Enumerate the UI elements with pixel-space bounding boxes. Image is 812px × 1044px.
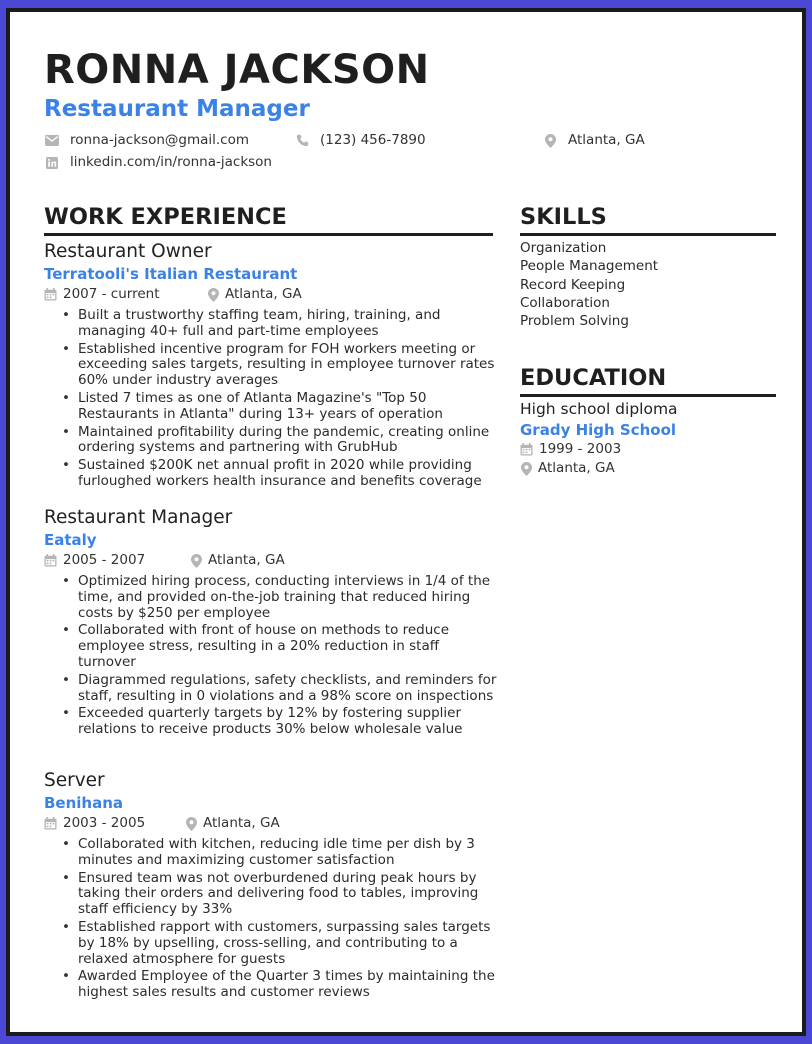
job-location-text: Atlanta, GA (208, 552, 285, 569)
envelope-icon (44, 135, 60, 146)
job-location-text: Atlanta, GA (225, 286, 302, 303)
education-heading: EDUCATION (520, 365, 667, 391)
education-degree: High school diploma (520, 400, 678, 418)
list-item: • Optimized hiring process, conducting interviews in 1/4 of the time, and provided on-the-job training that reduced hiring costs by $250 per employee (78, 574, 498, 621)
candidate-name: RONNA JACKSON (44, 47, 430, 93)
list-item: • Awarded Employee of the Quarter 3 times by maintaining the highest sales results and customer reviews (78, 969, 498, 1001)
list-item: • Built a trustworthy staffing team, hiring, training, and managing 40+ full and part-time employees (78, 308, 498, 340)
skill-item: Record Keeping (520, 276, 626, 293)
calendar-icon (44, 554, 57, 567)
list-item: • Ensured team was not overburdened during peak hours by taking their orders and delivering food to tables, improving staff efficiency by 33% (78, 871, 498, 918)
linkedin-text: linkedin.com/in/ronna-jackson (70, 154, 272, 170)
work-experience-heading: WORK EXPERIENCE (44, 204, 287, 230)
company-name: Eataly (44, 531, 97, 549)
contact-email[interactable] (44, 134, 249, 148)
email-text: ronna-jackson@gmail.com (70, 132, 250, 148)
contact-linkedin[interactable] (44, 156, 272, 170)
calendar-icon (44, 817, 57, 830)
list-item: • Established incentive program for FOH workers meeting or exceeding sales targets, resulting in employee turnover rates 60% under industry averages (78, 342, 498, 389)
list-item: • Maintained profitability during the pandemic, creating online ordering systems and partnering with GrubHub (78, 425, 498, 457)
candidate-role: Restaurant Manager (44, 96, 310, 122)
list-item: • Sustained $200K net annual profit in 2020 while providing furloughed workers health insurance and benefits coverage (78, 458, 498, 490)
map-pin-icon (542, 134, 558, 148)
education-dates-text: 1999 - 2003 (539, 441, 622, 457)
job-bullets (78, 574, 498, 740)
skill-item: Collaboration (520, 294, 610, 311)
company-name: Benihana (44, 794, 124, 812)
work-experience-rule (44, 233, 493, 236)
phone-text: (123) 456-7890 (320, 132, 426, 148)
linkedin-icon (44, 157, 60, 169)
list-item: • Collaborated with front of house on methods to reduce employee stress, resulting in a 20% reduction in staff turnover (78, 623, 498, 670)
phone-icon (294, 134, 310, 147)
job-title: Server (44, 770, 105, 791)
location-text: Atlanta, GA (568, 132, 645, 149)
list-item: • Collaborated with kitchen, reducing idle time per dish by 3 minutes and maximizing customer satisfaction (78, 837, 498, 869)
job-location-text: Atlanta, GA (203, 815, 280, 832)
company-name: Terratooli's Italian Restaurant (44, 265, 298, 283)
page-frame (6, 8, 806, 1036)
education-dates (520, 443, 621, 457)
list-item: • Listed 7 times as one of Atlanta Magazine's "Top 50 Restaurants in Atlanta" during 13+ years of operation (78, 391, 498, 423)
education-school: Grady High School (520, 421, 677, 439)
skills-rule (520, 233, 776, 236)
map-pin-icon (208, 288, 219, 302)
map-pin-icon (191, 554, 202, 568)
resume-page (10, 12, 802, 1032)
list-item: • Established rapport with customers, surpassing sales targets by 18% by upselling, cross-selling, and contributing to a relaxed atmosphere for guests (78, 920, 498, 967)
list-item: • Exceeded quarterly targets by 12% by fostering supplier relations to receive products 30% below wholesale value (78, 706, 498, 738)
education-location (521, 462, 615, 476)
calendar-icon (44, 288, 57, 301)
map-pin-icon (521, 462, 532, 476)
list-item: • Diagrammed regulations, safety checklists, and reminders for staff, resulting in 0 violations and a 98% score on inspections (78, 673, 498, 705)
job-title: Restaurant Owner (44, 241, 212, 262)
education-rule (520, 394, 776, 397)
job-dates-text: 2005 - 2007 (63, 552, 146, 568)
job-title: Restaurant Manager (44, 507, 233, 528)
job-dates-text: 2003 - 2005 (63, 815, 146, 831)
contact-phone[interactable] (294, 134, 426, 148)
map-pin-icon (186, 817, 197, 831)
job-dates-text: 2007 - current (63, 286, 160, 302)
job-dates (44, 554, 145, 568)
job-location (208, 288, 302, 302)
skill-item: Problem Solving (520, 313, 629, 330)
job-location (191, 554, 285, 568)
job-bullets (78, 308, 498, 492)
job-bullets (78, 837, 498, 1003)
skills-heading: SKILLS (520, 204, 607, 230)
job-location (186, 817, 280, 831)
calendar-icon (520, 443, 533, 456)
skill-item: Organization (520, 240, 607, 256)
education-location-text: Atlanta, GA (538, 460, 615, 477)
skill-item: People Management (520, 258, 659, 275)
job-dates (44, 288, 160, 302)
contact-location (542, 134, 645, 148)
skills-list (520, 239, 776, 330)
job-dates (44, 817, 145, 831)
